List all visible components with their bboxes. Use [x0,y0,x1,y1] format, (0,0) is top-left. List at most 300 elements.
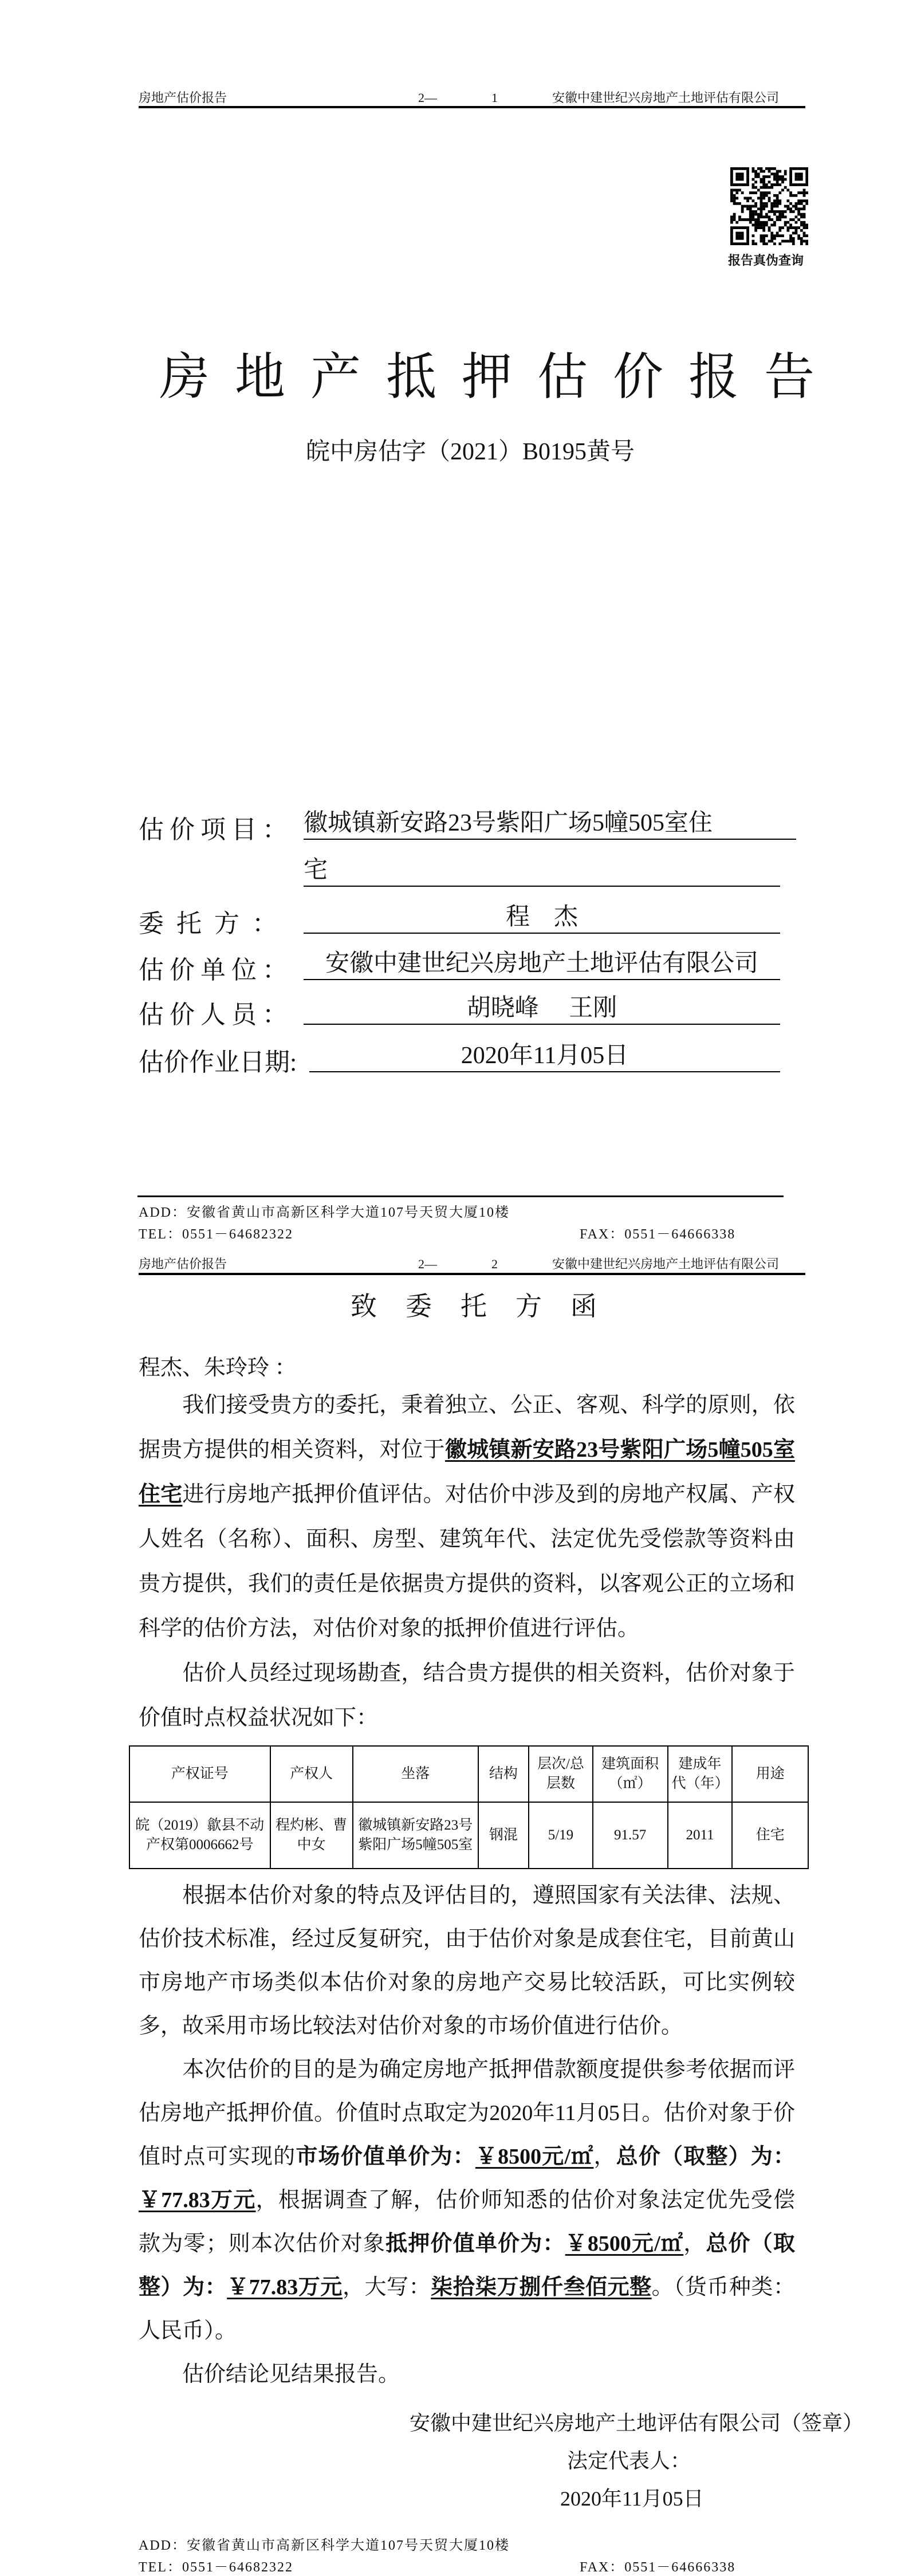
spacer [139,2518,809,2529]
col-header-floor: 层次/总层数 [529,1746,592,1802]
footer-address: ADD：安徽省黄山市高新区科学大道107号天贸大厦10楼 [139,2538,510,2553]
qr-module [760,210,763,213]
qr-module [760,234,763,237]
qr-module [770,237,773,240]
qr-module [754,213,757,216]
qr-module [792,240,795,243]
qr-module [797,183,800,186]
qr-module [795,221,798,224]
qr-module [773,242,776,245]
qr-module [754,221,757,224]
qr-module [733,167,736,170]
qr-module [752,223,755,226]
qr-module [746,207,749,210]
paragraph-text: 估价人员经过现场勘查，结合贵方提供的相关资料，估价对象于价值时点权益状况如下： [139,1661,795,1730]
qr-module [730,237,733,240]
qr-module [746,197,749,200]
qr-module [760,223,763,226]
qr-module [795,207,798,210]
footer-rule [137,1195,784,1197]
qr-module [789,223,792,226]
qr-module [730,234,733,237]
qr-module [730,194,733,197]
qr-module [770,205,773,208]
qr-module [738,215,741,218]
qr-module [749,210,752,213]
qr-module [795,167,798,170]
qr-module [762,237,765,240]
qr-module [805,183,808,186]
qr-module [803,167,806,170]
qr-module [760,194,763,197]
emphasized-text: 徽城镇新安路23号紫阳广场5幢505室住宅 [139,1438,795,1507]
qr-module [762,205,765,208]
qr-module [762,215,765,218]
qr-module [730,221,733,224]
qr-module [730,197,733,200]
qr-module [733,226,736,229]
qr-module [789,218,792,221]
qr-module [803,226,806,229]
page-number: 1 [491,91,498,105]
legal-representative-label: 法定代表人： [567,2449,691,2472]
qr-module [784,172,787,175]
qr-module [762,170,765,173]
qr-module [746,199,749,202]
qr-module [730,218,733,221]
qr-module [784,215,787,218]
field-label-date: 估价作业日期: [139,1048,297,1076]
emphasized-text: ￥77.83万元 [139,2188,256,2212]
qr-module [805,180,808,183]
qr-module [789,226,792,229]
qr-module [776,215,779,218]
qr-module [797,202,800,205]
page-header-company: 安徽中建世纪兴房地产土地评估有限公司 [552,91,780,105]
qr-module [803,234,806,237]
qr-module [773,213,776,216]
header-rule [139,1273,805,1275]
qr-module [765,242,768,245]
qr-module [754,191,757,194]
qr-module [741,191,744,194]
qr-module [784,240,787,243]
qr-module [778,178,781,181]
qr-module [746,237,749,240]
qr-module [733,194,736,197]
qr-module [803,213,806,216]
qr-module [781,240,784,243]
qr-module [770,223,773,226]
qr-module [738,232,741,235]
qr-module [795,215,798,218]
qr-module [754,218,757,221]
qr-module [805,223,808,226]
qr-module [749,218,752,221]
emphasized-text: 市场价值单价为： [296,2145,475,2169]
emphasized-text: 抵押价值单价为： [385,2232,565,2256]
qr-module [733,202,736,205]
field-value-appraisers: 胡晓峰 王刚 [304,993,780,1025]
cell-area: 91.57 [593,1802,668,1869]
qr-module [778,215,781,218]
qr-module [735,237,738,240]
qr-module [770,202,773,205]
qr-module [765,183,768,186]
qr-module [757,207,760,210]
col-header-owner: 产权人 [270,1746,353,1802]
qr-module [741,226,744,229]
qr-module [738,183,741,186]
qr-module [760,226,763,229]
qr-module [778,234,781,237]
col-header-location: 坐落 [353,1746,478,1802]
qr-module [797,234,800,237]
qr-module [773,167,776,170]
qr-module [800,172,803,175]
paragraph-text: ，大写： [342,2275,431,2299]
qr-module [741,178,744,181]
qr-module [735,178,738,181]
qr-module [773,202,776,205]
qr-module [741,232,744,235]
qr-module [760,180,763,183]
qr-module [797,172,800,175]
qr-module [741,183,744,186]
qr-module [754,210,757,213]
qr-module [800,178,803,181]
col-header-cert-no: 产权证号 [129,1746,270,1802]
qr-module [730,178,733,181]
qr-module [762,240,765,243]
qr-module [768,210,771,213]
qr-module [792,232,795,235]
qr-module [781,210,784,213]
qr-module [735,189,738,192]
qr-module [786,226,789,229]
qr-module [773,175,776,178]
qr-module [743,167,746,170]
qr-module [800,229,803,232]
letter-paragraph [139,2353,795,2396]
qr-module [752,210,755,213]
qr-module [760,237,763,240]
qr-module [803,232,806,235]
qr-module [770,234,773,237]
qr-module [762,226,765,229]
qr-module [765,175,768,178]
qr-module [746,226,749,229]
qr-module [797,167,800,170]
qr-module [776,234,779,237]
qr-module [757,189,760,192]
col-header-year: 建成年代（年） [668,1746,733,1802]
qr-module [776,172,779,175]
qr-module [757,167,760,170]
paragraph-text: 根据本估价对象的特点及评估目的，遵照国家有关法律、法规、估价技术标准，经过反复研究，由于估价对象是成套住宅，目前黄山市房地产市场类似本估价对象的房地产交易比较活跃，可比实例较多，故采用市场比较法对估价对象的市场价值进行估价。 [139,1883,795,2038]
qr-module [730,229,733,232]
qr-module [795,194,798,197]
qr-module [800,207,803,210]
qr-module [773,183,776,186]
qr-module [768,170,771,173]
qr-module [743,205,746,208]
qr-module [735,167,738,170]
qr-module [760,191,763,194]
qr-module [786,199,789,202]
qr-module [800,167,803,170]
paragraph-text: ，根据调查了解，估价师知悉的估价对象法定优先受偿款为零；则本次估价对象 [139,2188,795,2256]
qr-module [803,221,806,224]
emphasized-text: ￥77.83万元 [227,2275,343,2299]
qr-module [749,213,752,216]
qr-module [786,207,789,210]
page-header-left: 房地产估价报告 [139,91,227,105]
qr-module [776,175,779,178]
field-value-project: 徽城镇新安路23号紫阳广场5幢505室住 [304,808,796,840]
qr-module [768,199,771,202]
qr-module [741,207,744,210]
qr-module [800,213,803,216]
qr-module [789,234,792,237]
footer-tel: TEL：0551－64682322 [139,2560,293,2575]
qr-module [752,186,755,189]
emphasized-text: 总价（取整）为： [139,2232,795,2299]
qr-module [760,213,763,216]
qr-module [792,205,795,208]
page-header-prefix: 2— [418,91,437,105]
qr-module [733,213,736,216]
qr-module [795,183,798,186]
qr-module [795,178,798,181]
qr-module [778,229,781,232]
qr-module [797,237,800,240]
qr-module [746,218,749,221]
qr-module [805,226,808,229]
qr-module [730,232,733,235]
qr-module [778,191,781,194]
qr-module [730,242,733,245]
qr-module [735,183,738,186]
qr-module [762,194,765,197]
qr-module [770,232,773,235]
qr-module [733,242,736,245]
qr-module [741,234,744,237]
qr-module [746,183,749,186]
paragraph-text: 。（货币种类：人民币）。 [139,2275,795,2343]
qr-module [762,207,765,210]
qr-module [768,197,771,200]
qr-module [789,210,792,213]
qr-module [730,180,733,183]
qr-module [765,223,768,226]
qr-module [778,242,781,245]
cell-location: 徽城镇新安路23号紫阳广场5幢505室 [353,1802,478,1869]
qr-module [768,229,771,232]
qr-module [803,189,806,192]
qr-module [754,186,757,189]
qr-module [760,199,763,202]
qr-module [770,183,773,186]
qr-code-icon[interactable] [730,167,808,245]
qr-module [754,242,757,245]
qr-module [733,199,736,202]
letter-date: 2020年11月05日 [560,2487,704,2510]
col-header-structure: 结构 [478,1746,529,1802]
emphasized-text: 柒拾柒万捌仟叁佰元整 [431,2275,652,2299]
qr-module [778,170,781,173]
qr-module [752,199,755,202]
report-number: 皖中房估字（2021）B0195黄号 [306,439,635,465]
qr-module [730,240,733,243]
qr-module [789,178,792,181]
qr-module [784,170,787,173]
qr-module [797,199,800,202]
qr-module [746,178,749,181]
qr-module [803,240,806,243]
qr-module [760,197,763,200]
qr-module [735,202,738,205]
field-label-project: 估价项目： [139,816,293,844]
qr-module [730,215,733,218]
qr-module [762,191,765,194]
paragraph-text: 本次估价的目的是为确定房地产抵押借款额度提供参考依据而评估房地产抵押价值。价值时点取定为2020年11月05日。估价对象于价值时点可实现的 [139,2058,795,2169]
qr-module [754,170,757,173]
qr-module [741,172,744,175]
qr-module [805,199,808,202]
qr-module [760,186,763,189]
cell-usage: 住宅 [732,1802,808,1869]
qr-module [800,221,803,224]
qr-module [749,207,752,210]
qr-module [765,213,768,216]
qr-module [797,210,800,213]
cell-floor: 5/19 [529,1802,592,1869]
qr-module [735,175,738,178]
qr-module [800,215,803,218]
qr-module [752,178,755,181]
qr-module [754,226,757,229]
report-title: 房地产抵押估价报告 [159,350,840,406]
qr-module [803,183,806,186]
qr-module [762,175,765,178]
qr-module [746,242,749,245]
qr-module [773,172,776,175]
qr-module [741,167,744,170]
qr-module [776,183,779,186]
emphasized-text: ￥8500元/㎡ [475,2145,594,2169]
qr-module [778,213,781,216]
qr-module [730,189,733,192]
header-rule [139,106,805,108]
qr-module [741,218,744,221]
qr-module [741,205,744,208]
qr-module [786,229,789,232]
field-value-appraiser-unit: 安徽中建世纪兴房地产土地评估有限公司 [304,948,780,980]
qr-module [757,215,760,218]
emphasized-text: 总价（取整）为： [616,2145,795,2169]
qr-module [746,232,749,235]
qr-module [762,223,765,226]
qr-module [778,210,781,213]
qr-module [730,167,733,170]
qr-module [789,172,792,175]
qr-module [789,240,792,243]
qr-module [803,194,806,197]
cell-owner: 程灼彬、曹中女 [270,1802,353,1869]
qr-module [735,197,738,200]
qr-module [784,223,787,226]
qr-module [746,229,749,232]
qr-module [730,226,733,229]
qr-module [749,221,752,224]
qr-module [762,242,765,245]
qr-module [805,178,808,181]
letter-salutation: 程杰、朱玲玲 ： [139,1356,297,1380]
qr-module [781,180,784,183]
qr-module [781,226,784,229]
qr-module [770,172,773,175]
qr-module [792,218,795,221]
qr-module [749,197,752,200]
qr-module [760,207,763,210]
qr-module [752,242,755,245]
footer-contact-row [139,2559,809,2576]
qr-module [733,215,736,218]
emphasized-text: ￥8500元/㎡ [565,2232,684,2256]
qr-module [800,175,803,178]
qr-module [738,234,741,237]
qr-module [789,180,792,183]
qr-module [792,242,795,245]
cell-cert-no: 皖（2019）歙县不动产权第0006662号 [129,1802,270,1869]
qr-module [754,229,757,232]
qr-module [743,183,746,186]
qr-module [776,197,779,200]
letter-body-after-table [139,1874,809,2396]
qr-module [738,167,741,170]
qr-module [738,237,741,240]
qr-module [768,175,771,178]
qr-module [776,199,779,202]
qr-module [805,242,808,245]
qr-module [765,186,768,189]
qr-module [805,191,808,194]
qr-module [770,218,773,221]
qr-module [738,189,741,192]
qr-module [768,215,771,218]
qr-module [778,226,781,229]
qr-module [762,178,765,181]
qr-module [781,234,784,237]
qr-module [765,202,768,205]
qr-module [738,242,741,245]
qr-module [749,191,752,194]
qr-module [741,210,744,213]
qr-module [781,213,784,216]
qr-module [752,170,755,173]
qr-module [765,194,768,197]
qr-module [730,175,733,178]
qr-module [752,183,755,186]
qr-module [760,205,763,208]
qr-module [803,223,806,226]
qr-module [786,205,789,208]
letter-paragraph [139,2048,795,2353]
qr-module [738,218,741,221]
qr-module [754,223,757,226]
qr-module [735,234,738,237]
